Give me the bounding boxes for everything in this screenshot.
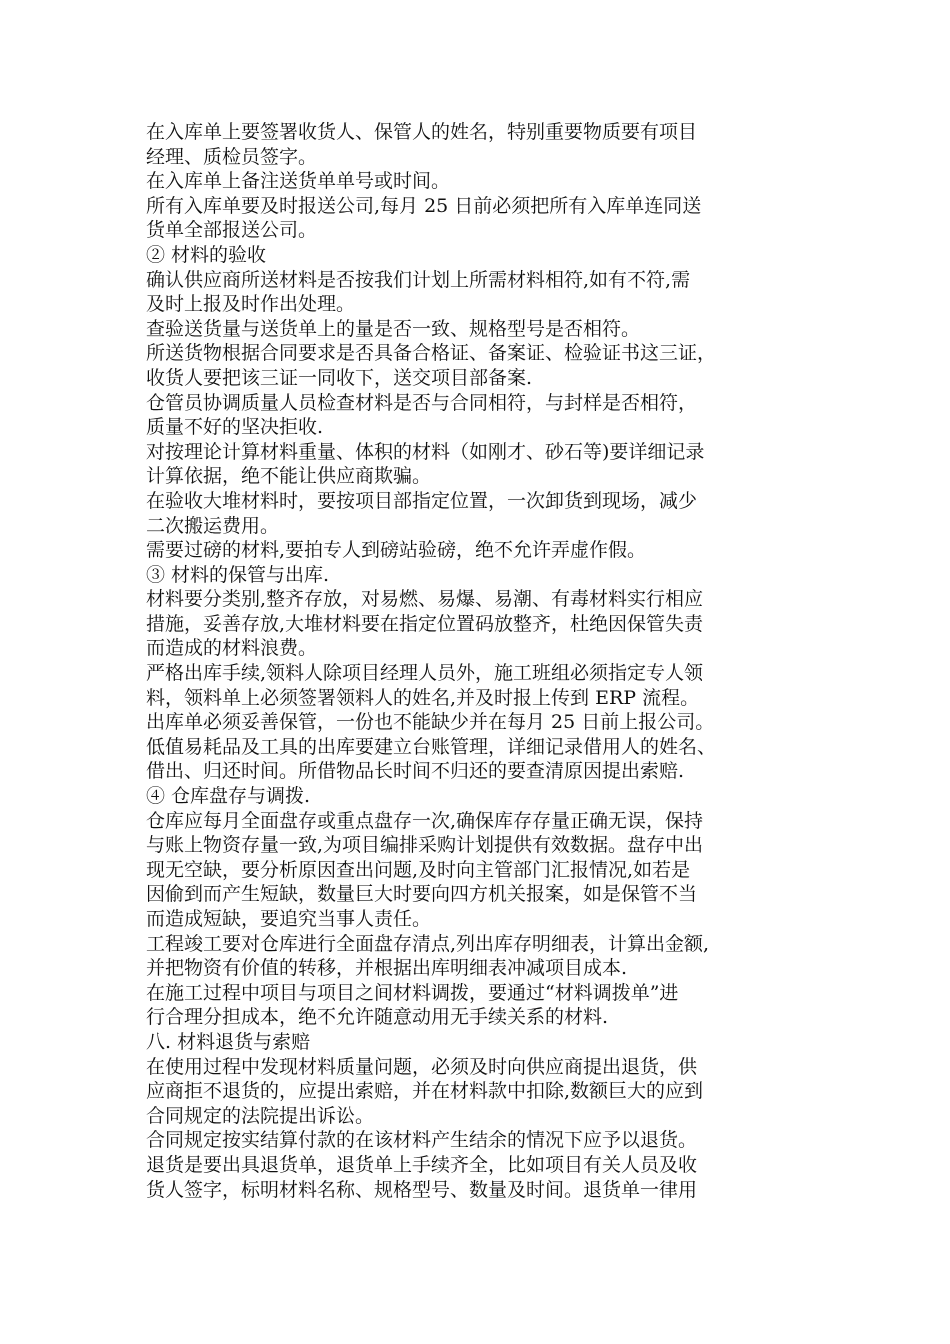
- text-line: 合同规定按实结算付款的在该材料产生结余的情况下应予以退货。: [146, 1129, 698, 1152]
- text-line: 应商拒不退货的，应提出索赔，并在材料款中扣除,数额巨大的应到: [146, 1080, 704, 1103]
- text-line: 料，领料单上必须签署领料人的姓名,并及时报上传到 ERP 流程。: [146, 686, 700, 709]
- text-line: 收货人要把该三证一同收下，送交项目部备案.: [146, 366, 533, 389]
- text-line: 货人签字，标明材料名称、规格型号、数量及时间。退货单一律用: [146, 1178, 698, 1201]
- text-line: 质量不好的坚决拒收.: [146, 416, 324, 439]
- section-heading: ④ 仓库盘存与调拨.: [146, 785, 311, 808]
- text-line: 在使用过程中发现材料质量问题，必须及时向供应商提出退货，供: [146, 1055, 698, 1078]
- text-line: 所有入库单要及时报送公司,每月 25 日前必须把所有入库单连同送: [146, 194, 702, 217]
- section-heading: 八. 材料退货与索赔: [146, 1030, 311, 1053]
- text-line: 需要过磅的材料,要拍专人到磅站验磅，绝不允许弄虚作假。: [146, 539, 647, 562]
- text-line: 二次搬运费用。: [146, 514, 280, 537]
- text-line: 仓管员协调质量人员检查材料是否与合同相符，与封样是否相符，: [146, 391, 698, 414]
- text-line: 确认供应商所送材料是否按我们计划上所需材料相符,如有不符,需: [146, 268, 691, 291]
- text-line: 在入库单上备注送货单单号或时间。: [146, 170, 451, 193]
- section-heading: ③ 材料的保管与出库.: [146, 563, 330, 586]
- text-line: 严格出库手续,领料人除项目经理人员外，施工班组必须指定专人领: [146, 662, 704, 685]
- text-line: 对按理论计算材料重量、体积的材料（如刚才、砂石等)要详细记录: [146, 440, 705, 463]
- text-line: 工程竣工要对仓库进行全面盘存清点,列出库存明细表，计算出金额,: [146, 932, 710, 955]
- text-line: 与账上物资存量一致,为项目编排采购计划提供有效数据。盘存中出: [146, 834, 704, 857]
- section-heading: ② 材料的验收: [146, 243, 267, 266]
- text-line: 现无空缺，要分析原因查出问题,及时向主管部门汇报情况,如若是: [146, 858, 691, 881]
- text-line: 合同规定的法院提出诉讼。: [146, 1104, 375, 1127]
- text-line: 在验收大堆材料时，要按项目部指定位置，一次卸货到现场，减少: [146, 489, 698, 512]
- text-line: 措施，妥善存放,大堆材料要在指定位置码放整齐，杜绝因保管失责: [146, 612, 704, 635]
- text-line: 出库单必须妥善保管，一份也不能缺少并在每月 25 日前上报公司。: [146, 711, 715, 734]
- text-line: 在施工过程中项目与项目之间材料调拨，要通过“材料调拨单”进: [146, 981, 679, 1004]
- text-line: 计算依据，绝不能让供应商欺骗。: [146, 465, 432, 488]
- text-line: 低值易耗品及工具的出库要建立台账管理，详细记录借用人的姓名、: [146, 735, 717, 758]
- document-body: [146, 120, 826, 1202]
- text-line: 并把物资有价值的转移，并根据出库明细表冲减项目成本.: [146, 957, 628, 980]
- text-line: 退货是要出具退货单，退货单上手续齐全，比如项目有关人员及收: [146, 1153, 698, 1176]
- text-line: 借出、归还时间。所借物品长时间不归还的要查清原因提出索赔.: [146, 760, 685, 783]
- text-line: 经理、质检员签字。: [146, 145, 318, 168]
- text-line: 及时上报及时作出处理。: [146, 293, 356, 316]
- text-line: 仓库应每月全面盘存或重点盘存一次,确保库存存量正确无误，保持: [146, 809, 704, 832]
- text-line: 材料要分类别,整齐存放，对易燃、易爆、易潮、有毒材料实行相应: [146, 588, 704, 611]
- text-line: 在入库单上要签署收货人、保管人的姓名，特别重要物质要有项目: [146, 121, 698, 143]
- text-line: 所送货物根据合同要求是否具备合格证、备案证、检验证书这三证，: [146, 342, 717, 365]
- text-line: 查验送货量与送货单上的量是否一致、规格型号是否相符。: [146, 317, 641, 340]
- text-line: 货单全部报送公司。: [146, 219, 318, 242]
- text-line: 而造成的材料浪费。: [146, 637, 318, 660]
- text-line: 因偷到而产生短缺，数量巨大时要向四方机关报案，如是保管不当: [146, 883, 698, 906]
- text-line: 行合理分担成本，绝不允许随意动用无手续关系的材料.: [146, 1006, 609, 1029]
- text-line: 而造成短缺，要追究当事人责任。: [146, 908, 432, 930]
